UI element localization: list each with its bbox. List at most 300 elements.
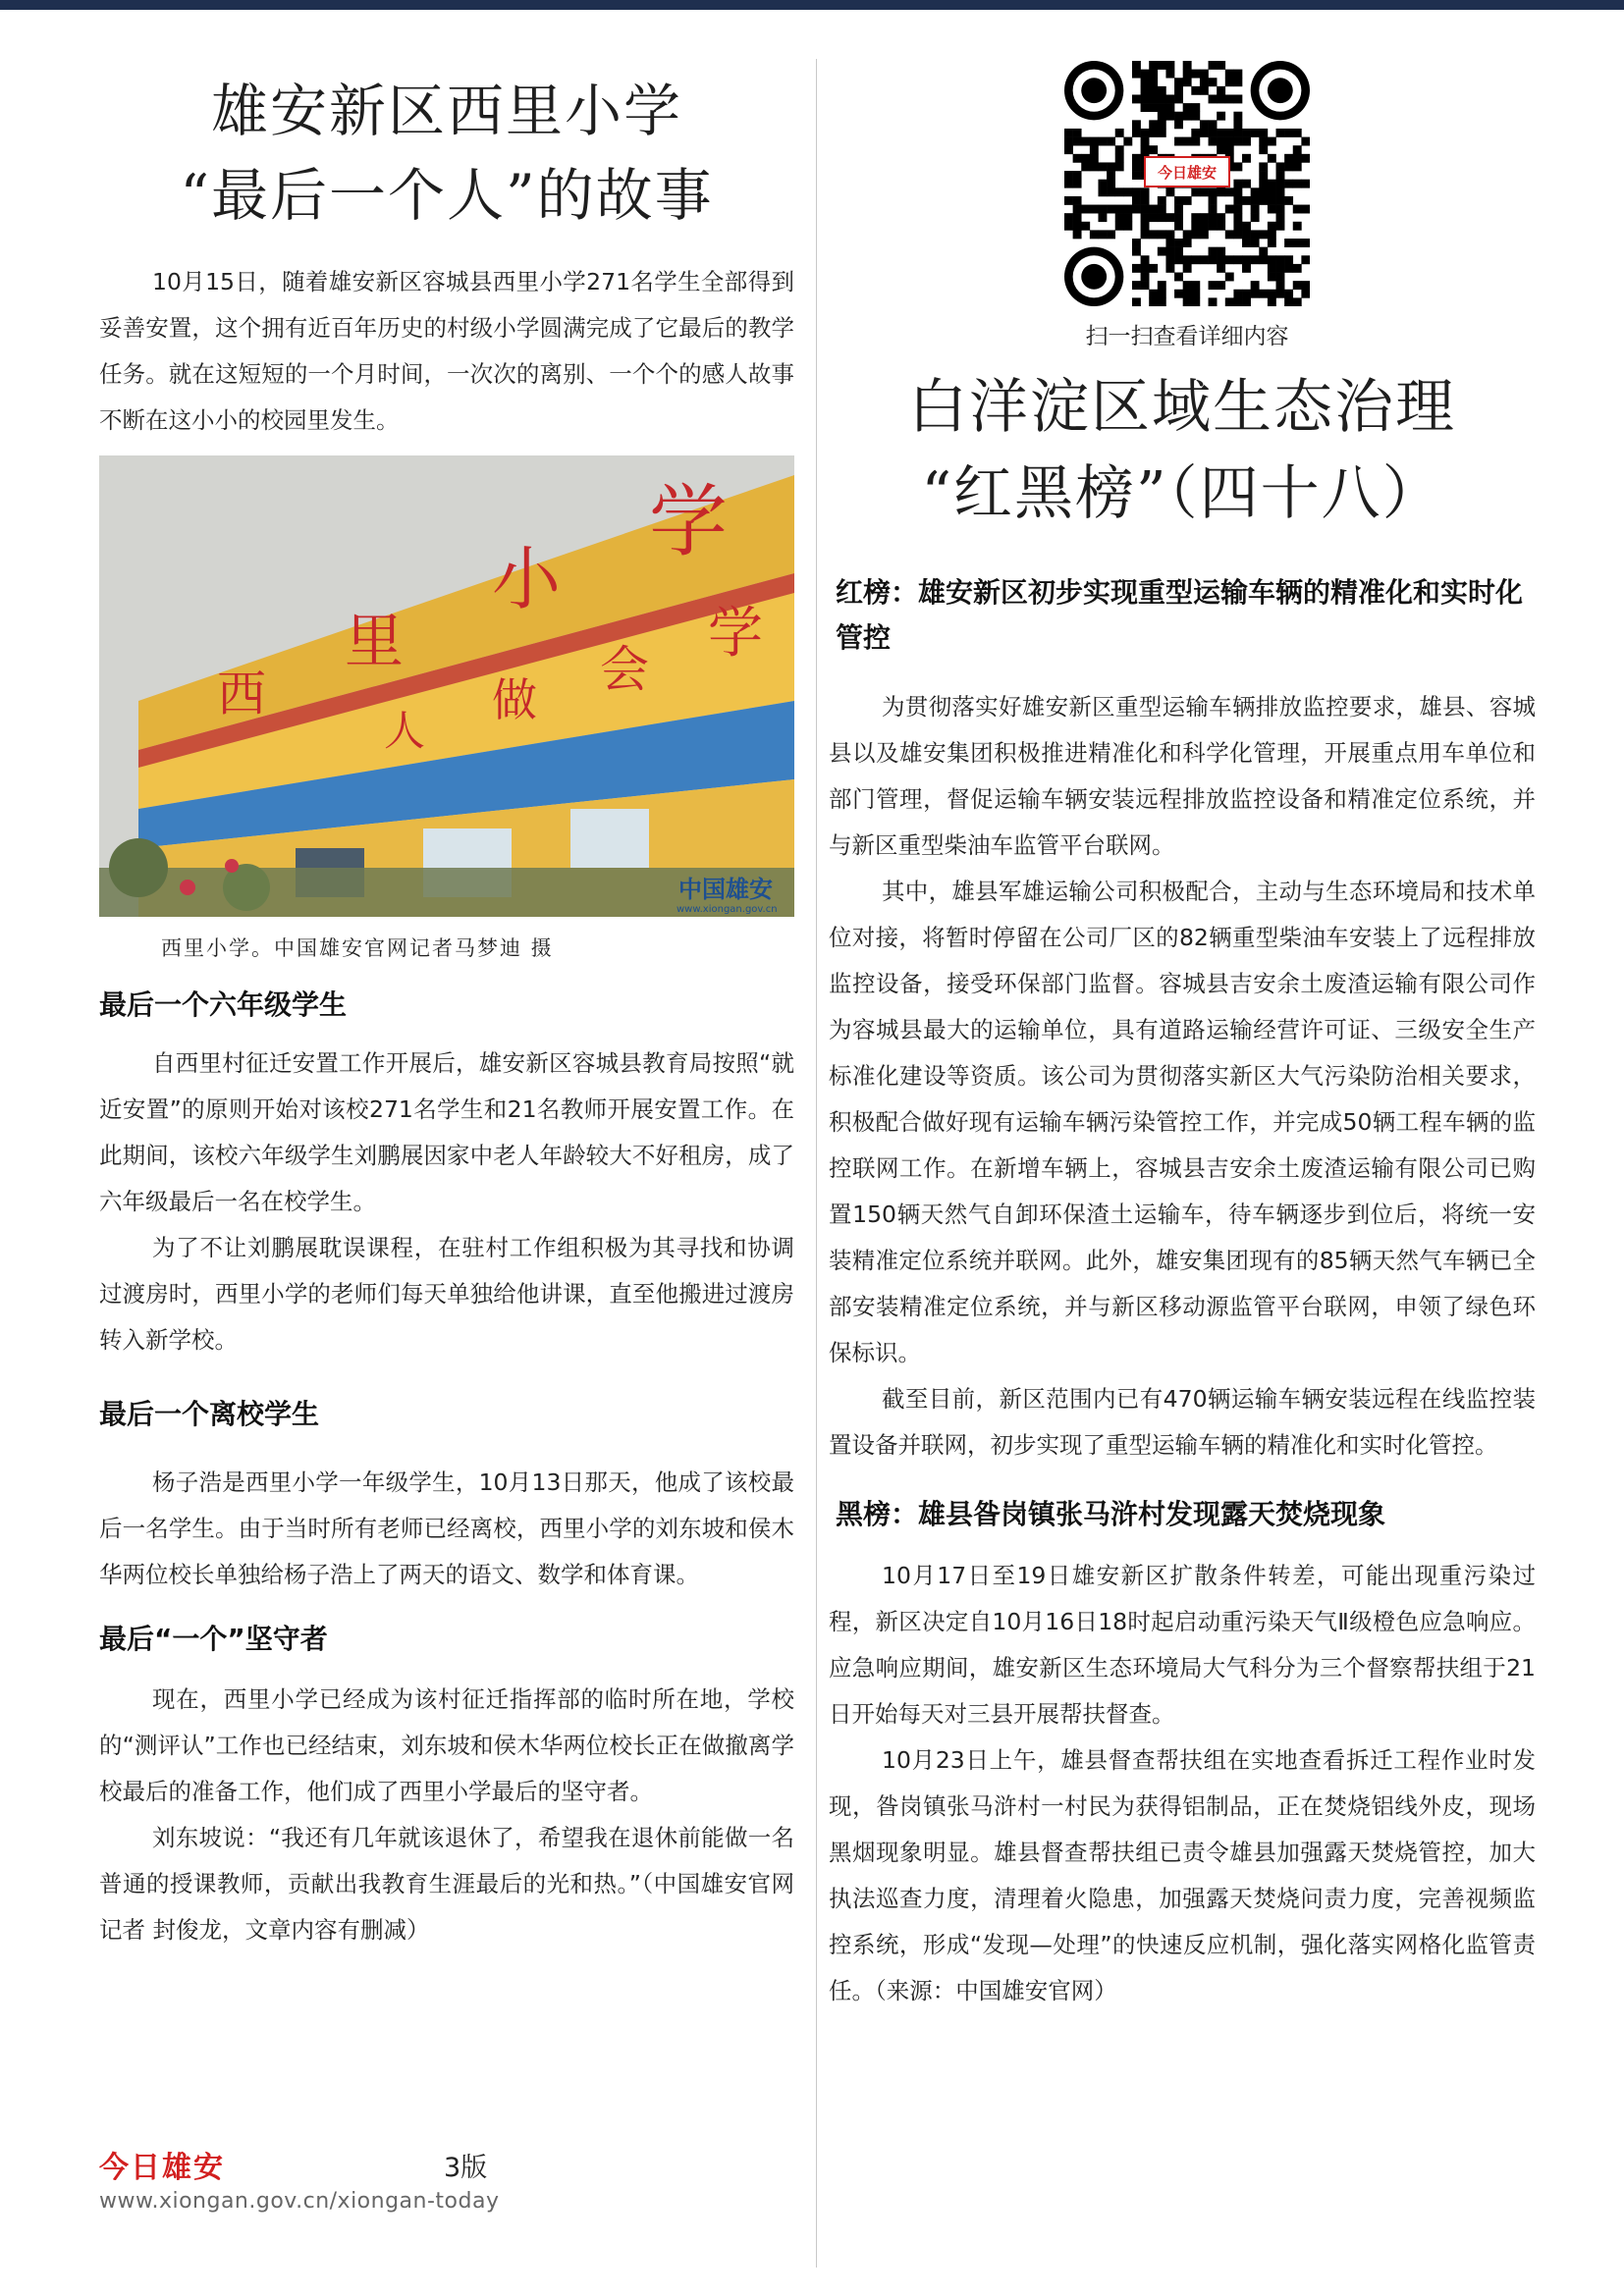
qr-module bbox=[1107, 171, 1115, 180]
qr-module bbox=[1276, 162, 1285, 171]
qr-module bbox=[1225, 255, 1234, 264]
qr-module bbox=[1115, 129, 1124, 137]
qr-module bbox=[1209, 94, 1218, 103]
qr-module bbox=[1183, 70, 1192, 79]
qr-module bbox=[1149, 120, 1158, 129]
qr-module bbox=[1064, 213, 1073, 222]
qr-module bbox=[1191, 222, 1200, 231]
qr-module bbox=[1132, 297, 1141, 306]
qr-module bbox=[1073, 213, 1082, 222]
qr-module bbox=[1107, 137, 1115, 146]
footer-logo: 今日雄安 bbox=[99, 2151, 225, 2185]
qr-module bbox=[1183, 290, 1192, 298]
qr-module bbox=[1165, 187, 1174, 196]
qr-module bbox=[1149, 103, 1158, 112]
photo-watermark: 中国雄安 bbox=[678, 875, 773, 903]
qr-module bbox=[1149, 145, 1158, 154]
left-column bbox=[99, 61, 794, 1953]
qr-module bbox=[1268, 230, 1276, 239]
qr-module bbox=[1141, 86, 1150, 95]
qr-module bbox=[1141, 205, 1150, 214]
qr-module bbox=[1217, 247, 1225, 256]
qr-module bbox=[1284, 290, 1293, 298]
qr-module bbox=[1064, 171, 1073, 180]
qr-module bbox=[1183, 112, 1192, 121]
qr-module bbox=[1149, 264, 1158, 273]
qr-module bbox=[1242, 129, 1251, 137]
qr-module bbox=[1098, 187, 1107, 196]
qr-module bbox=[1233, 205, 1242, 214]
qr-module bbox=[1301, 205, 1310, 214]
qr-module bbox=[1233, 78, 1242, 86]
qr-module bbox=[1251, 205, 1260, 214]
qr-module bbox=[1225, 187, 1234, 196]
qr-module bbox=[1158, 86, 1166, 95]
article-title bbox=[99, 61, 794, 238]
qr-module bbox=[1149, 205, 1158, 214]
qr-module bbox=[1301, 290, 1310, 298]
qr-module bbox=[1141, 255, 1150, 264]
qr-module bbox=[1293, 162, 1302, 171]
qr-module bbox=[1200, 129, 1209, 137]
qr-module bbox=[1141, 145, 1150, 154]
qr-module bbox=[1242, 290, 1251, 298]
qr-module bbox=[1174, 247, 1183, 256]
qr-module bbox=[1183, 103, 1192, 112]
qr-module bbox=[1141, 129, 1150, 137]
black-list-heading: 黑榜：雄县昝岗镇张马浒村发现露天焚烧现象 bbox=[836, 1498, 1386, 1530]
qr-module bbox=[1200, 230, 1209, 239]
qr-module bbox=[1242, 255, 1251, 264]
qr-module bbox=[1132, 196, 1141, 205]
qr-module bbox=[1073, 205, 1082, 214]
slogan-char-2: 会 bbox=[600, 641, 649, 698]
qr-module bbox=[1301, 137, 1310, 146]
qr-module bbox=[1209, 255, 1218, 264]
qr-module bbox=[1233, 213, 1242, 222]
qr-module bbox=[1191, 290, 1200, 298]
qr-module bbox=[1200, 120, 1209, 129]
qr-module bbox=[1276, 281, 1285, 290]
qr-module bbox=[1158, 290, 1166, 298]
qr-module bbox=[1233, 70, 1242, 79]
qr-module bbox=[1098, 230, 1107, 239]
qr-module bbox=[1132, 120, 1141, 129]
qr-module bbox=[1183, 281, 1192, 290]
qr-module bbox=[1284, 297, 1293, 306]
qr-module bbox=[1132, 239, 1141, 247]
qr-module bbox=[1158, 120, 1166, 129]
qr-module bbox=[1064, 137, 1073, 146]
qr-module bbox=[1141, 281, 1150, 290]
qr-module bbox=[1149, 297, 1158, 306]
qr-module bbox=[1183, 264, 1192, 273]
qr-module bbox=[1301, 180, 1310, 188]
slogan-char-4: 人 bbox=[384, 707, 426, 755]
qr-module bbox=[1233, 222, 1242, 231]
qr-module bbox=[1183, 137, 1192, 146]
qr-module bbox=[1242, 196, 1251, 205]
qr-module bbox=[1217, 145, 1225, 154]
qr-module bbox=[1174, 273, 1183, 282]
qr-module bbox=[1081, 205, 1090, 214]
qr-module bbox=[1217, 264, 1225, 273]
qr-module bbox=[1073, 196, 1082, 205]
qr-module bbox=[1242, 230, 1251, 239]
qr-module bbox=[1233, 129, 1242, 137]
qr-module bbox=[1064, 222, 1073, 231]
qr-module bbox=[1284, 264, 1293, 273]
qr-module bbox=[1141, 94, 1150, 103]
qr-module bbox=[1158, 281, 1166, 290]
qr-module bbox=[1090, 137, 1099, 146]
qr-module bbox=[1132, 154, 1141, 163]
qr-module bbox=[1259, 129, 1268, 137]
qr-module bbox=[1268, 222, 1276, 231]
qr-module bbox=[1251, 239, 1260, 247]
qr-module bbox=[1209, 247, 1218, 256]
qr-module bbox=[1284, 180, 1293, 188]
qr-module bbox=[1174, 196, 1183, 205]
qr-module bbox=[1200, 78, 1209, 86]
qr-module bbox=[1073, 230, 1082, 239]
qr-module bbox=[1276, 264, 1285, 273]
qr-module bbox=[1098, 205, 1107, 214]
qr-module bbox=[1107, 187, 1115, 196]
qr-module bbox=[1276, 196, 1285, 205]
qr-module bbox=[1225, 137, 1234, 146]
qr-module bbox=[1123, 187, 1132, 196]
qr-module bbox=[1174, 222, 1183, 231]
qr-code-block bbox=[1064, 61, 1310, 350]
article-title-line1: 雄安新区西里小学 bbox=[210, 78, 682, 144]
qr-module bbox=[1123, 213, 1132, 222]
qr-module bbox=[1183, 61, 1192, 70]
qr-module bbox=[1090, 162, 1099, 171]
qr-module bbox=[1064, 145, 1073, 154]
qr-module bbox=[1268, 180, 1276, 188]
qr-module bbox=[1293, 297, 1302, 306]
qr-module bbox=[1141, 137, 1150, 146]
qr-module bbox=[1165, 247, 1174, 256]
slogan-char-1: 学 bbox=[708, 602, 763, 666]
qr-module bbox=[1183, 239, 1192, 247]
qr-module bbox=[1225, 94, 1234, 103]
qr-module bbox=[1268, 255, 1276, 264]
qr-module bbox=[1233, 162, 1242, 171]
qr-module bbox=[1209, 61, 1218, 70]
qr-module bbox=[1165, 213, 1174, 222]
qr-module bbox=[1209, 120, 1218, 129]
qr-module bbox=[1284, 255, 1293, 264]
article-title-line2: “最后一个人”的故事 bbox=[180, 162, 714, 229]
qr-module bbox=[1149, 129, 1158, 137]
qr-module bbox=[1073, 137, 1082, 146]
qr-module bbox=[1276, 290, 1285, 298]
qr-module bbox=[1209, 222, 1218, 231]
qr-module bbox=[1268, 205, 1276, 214]
qr-module bbox=[1217, 61, 1225, 70]
qr-module bbox=[1191, 213, 1200, 222]
qr-module bbox=[1191, 255, 1200, 264]
qr-module bbox=[1242, 239, 1251, 247]
qr-module bbox=[1200, 213, 1209, 222]
qr-module bbox=[1293, 281, 1302, 290]
qr-module bbox=[1174, 112, 1183, 121]
qr-module bbox=[1183, 255, 1192, 264]
qr-module bbox=[1233, 94, 1242, 103]
qr-module bbox=[1259, 162, 1268, 171]
qr-module bbox=[1174, 137, 1183, 146]
qr-module bbox=[1149, 61, 1158, 70]
qr-code-image[interactable] bbox=[1064, 61, 1310, 306]
qr-module bbox=[1209, 205, 1218, 214]
qr-module bbox=[1158, 247, 1166, 256]
footer-url[interactable]: www.xiongan.gov.cn/xiongan-today bbox=[99, 2189, 500, 2214]
qr-module bbox=[1149, 78, 1158, 86]
column-divider bbox=[816, 59, 817, 2268]
qr-module bbox=[1276, 205, 1285, 214]
qr-module bbox=[1217, 129, 1225, 137]
qr-module bbox=[1268, 187, 1276, 196]
qr-module bbox=[1165, 70, 1174, 79]
qr-finder-pattern bbox=[1081, 264, 1107, 290]
qr-module bbox=[1107, 162, 1115, 171]
qr-module bbox=[1115, 187, 1124, 196]
qr-module bbox=[1268, 239, 1276, 247]
qr-module bbox=[1098, 213, 1107, 222]
qr-module bbox=[1242, 222, 1251, 231]
qr-module bbox=[1123, 205, 1132, 214]
photo-caption: 西里小学。中国雄安官网记者马梦迪 摄 bbox=[161, 936, 554, 960]
qr-module bbox=[1200, 187, 1209, 196]
qr-module bbox=[1251, 290, 1260, 298]
qr-module bbox=[1174, 213, 1183, 222]
qr-module bbox=[1191, 129, 1200, 137]
qr-module bbox=[1132, 61, 1141, 70]
qr-module bbox=[1081, 222, 1090, 231]
qr-module bbox=[1301, 255, 1310, 264]
qr-module bbox=[1293, 264, 1302, 273]
qr-module bbox=[1276, 222, 1285, 231]
qr-module bbox=[1217, 137, 1225, 146]
qr-module bbox=[1268, 297, 1276, 306]
qr-module bbox=[1191, 70, 1200, 79]
section1-heading: 最后一个六年级学生 bbox=[99, 988, 348, 1021]
qr-module bbox=[1301, 154, 1310, 163]
sign-char-3: 里 bbox=[345, 608, 404, 676]
qr-module bbox=[1191, 86, 1200, 95]
qr-module bbox=[1276, 255, 1285, 264]
slogan-char-3: 做 bbox=[492, 673, 537, 726]
qr-module bbox=[1191, 187, 1200, 196]
qr-module bbox=[1191, 137, 1200, 146]
qr-module bbox=[1158, 196, 1166, 205]
qr-module bbox=[1251, 129, 1260, 137]
qr-module bbox=[1115, 145, 1124, 154]
qr-module bbox=[1165, 230, 1174, 239]
qr-module bbox=[1225, 273, 1234, 282]
sign-char-2: 小 bbox=[492, 539, 561, 619]
qr-module bbox=[1132, 205, 1141, 214]
qr-module bbox=[1149, 94, 1158, 103]
qr-module bbox=[1268, 196, 1276, 205]
qr-module bbox=[1293, 154, 1302, 163]
qr-module bbox=[1115, 205, 1124, 214]
qr-module bbox=[1165, 94, 1174, 103]
school-photo bbox=[99, 455, 794, 917]
black-list-paragraph2: 10月23日上午，雄县督查帮扶组在实地查看拆迁工程作业时发现，昝岗镇张马浒村一村民为获得铝制品，正在焚烧铝线外皮，现场黑烟现象明显。雄县督查帮扶组已责令雄县加强露天焚烧管控，加大执法巡查力度，清理着火隐患，加强露天焚烧问责力度，完善视频监控系统，形成“发现—处理”的快速反应机制，强化落实网格化监管责任。（来源：中国雄安官网） bbox=[829, 1746, 1536, 2004]
qr-module bbox=[1132, 70, 1141, 79]
qr-module bbox=[1233, 120, 1242, 129]
qr-module bbox=[1284, 196, 1293, 205]
qr-module bbox=[1158, 213, 1166, 222]
qr-module bbox=[1293, 145, 1302, 154]
qr-module bbox=[1200, 255, 1209, 264]
qr-module bbox=[1209, 129, 1218, 137]
qr-module bbox=[1293, 239, 1302, 247]
qr-module bbox=[1217, 187, 1225, 196]
qr-module bbox=[1141, 213, 1150, 222]
qr-module bbox=[1090, 230, 1099, 239]
qr-module bbox=[1259, 230, 1268, 239]
qr-module bbox=[1251, 187, 1260, 196]
qr-module bbox=[1276, 187, 1285, 196]
qr-module bbox=[1073, 129, 1082, 137]
qr-module bbox=[1141, 78, 1150, 86]
qr-module bbox=[1149, 70, 1158, 79]
qr-module bbox=[1073, 171, 1082, 180]
qr-module bbox=[1301, 281, 1310, 290]
qr-module bbox=[1233, 255, 1242, 264]
qr-module bbox=[1141, 70, 1150, 79]
qr-module bbox=[1217, 94, 1225, 103]
qr-module bbox=[1132, 281, 1141, 290]
report-title-line2: “红黑榜”（四十八） bbox=[921, 459, 1443, 528]
qr-module bbox=[1225, 145, 1234, 154]
qr-module bbox=[1242, 180, 1251, 188]
qr-module bbox=[1301, 239, 1310, 247]
qr-module bbox=[1158, 103, 1166, 112]
qr-module bbox=[1107, 180, 1115, 188]
qr-module bbox=[1233, 196, 1242, 205]
section3-paragraph1: 现在，西里小学已经成为该村征迁指挥部的临时所在地，学校的“测评认”工作也已经结束，刘东坡和侯木华两位校长正在做撤离学校最后的准备工作，他们成了西里小学最后的坚守者。 bbox=[99, 1685, 794, 1805]
qr-module bbox=[1191, 281, 1200, 290]
qr-module bbox=[1073, 222, 1082, 231]
qr-module bbox=[1081, 154, 1090, 163]
qr-module bbox=[1132, 129, 1141, 137]
report-title-line1: 白洋淀区域生态治理 bbox=[908, 373, 1456, 442]
qr-module bbox=[1132, 162, 1141, 171]
qr-module bbox=[1158, 230, 1166, 239]
qr-module bbox=[1268, 264, 1276, 273]
qr-module bbox=[1132, 94, 1141, 103]
qr-module bbox=[1233, 112, 1242, 121]
qr-module bbox=[1132, 171, 1141, 180]
qr-module bbox=[1200, 70, 1209, 79]
qr-module bbox=[1107, 230, 1115, 239]
qr-module bbox=[1209, 213, 1218, 222]
qr-module bbox=[1293, 205, 1302, 214]
qr-module bbox=[1158, 129, 1166, 137]
qr-module bbox=[1233, 137, 1242, 146]
qr-module bbox=[1259, 137, 1268, 146]
section1-paragraph1: 自西里村征迁安置工作开展后，雄安新区容城县教育局按照“就近安置”的原则开始对该校271名学生和21名教师开展安置工作。在此期间，该校六年级学生刘鹏展因家中老人年龄较大不好租房，成了六年级最后一名在校学生。 bbox=[99, 1049, 794, 1215]
qr-module bbox=[1149, 290, 1158, 298]
qr-module bbox=[1284, 162, 1293, 171]
sign-char-4: 西 bbox=[217, 666, 266, 722]
section2-heading: 最后一个离校学生 bbox=[99, 1398, 320, 1430]
sign-char-1: 学 bbox=[649, 476, 728, 567]
qr-module bbox=[1251, 255, 1260, 264]
qr-module bbox=[1242, 297, 1251, 306]
right-column bbox=[829, 61, 1536, 2014]
qr-module bbox=[1217, 86, 1225, 95]
qr-module bbox=[1284, 239, 1293, 247]
qr-module bbox=[1141, 196, 1150, 205]
qr-module bbox=[1123, 137, 1132, 146]
qr-module bbox=[1081, 162, 1090, 171]
qr-module bbox=[1276, 180, 1285, 188]
qr-module bbox=[1132, 187, 1141, 196]
qr-module bbox=[1209, 137, 1218, 146]
qr-module bbox=[1158, 61, 1166, 70]
qr-module bbox=[1259, 180, 1268, 188]
red-list-paragraph2: 其中，雄县军雄运输公司积极配合，主动与生态环境局和技术单位对接，将暂时停留在公司厂区的82辆重型柴油车安装上了远程排放监控设备，接受环保部门监督。容城县吉安余土废渣运输有限公司作为容城县最大的运输单位，具有道路运输经营许可证、三级安全生产标准化建设等资质。该公司为贯彻落实新区大气污染防治相关要求，积极配合做好现有运输车辆污染管控工作，并完成50辆工程车辆的监控联网工作。在新增车辆上，容城县吉安余土废渣运输有限公司已购置150辆天然气自卸环保渣土运输车，待车辆逐步到位后，将统一安装精准定位系统并联网。此外，雄安集团现有的85辆天然气车辆已全部安装精准定位系统，并与新区移动源监管平台联网，申领了绿色环保标识。 bbox=[829, 878, 1536, 1366]
qr-module bbox=[1233, 230, 1242, 239]
qr-module bbox=[1225, 205, 1234, 214]
qr-module bbox=[1209, 187, 1218, 196]
qr-module bbox=[1090, 205, 1099, 214]
qr-module bbox=[1284, 129, 1293, 137]
qr-module bbox=[1115, 222, 1124, 231]
qr-module bbox=[1183, 230, 1192, 239]
qr-module bbox=[1209, 78, 1218, 86]
qr-module bbox=[1174, 120, 1183, 129]
qr-module bbox=[1217, 213, 1225, 222]
photo-watermark-url: www.xiongan.gov.cn bbox=[677, 904, 778, 915]
qr-module bbox=[1165, 264, 1174, 273]
qr-finder-pattern bbox=[1268, 78, 1293, 103]
qr-module bbox=[1191, 103, 1200, 112]
qr-module bbox=[1225, 70, 1234, 79]
qr-module bbox=[1174, 205, 1183, 214]
qr-caption: 扫一扫查看详细内容 bbox=[1085, 324, 1289, 349]
qr-module bbox=[1081, 137, 1090, 146]
qr-module bbox=[1123, 222, 1132, 231]
qr-module bbox=[1115, 213, 1124, 222]
qr-module bbox=[1098, 180, 1107, 188]
qr-module bbox=[1276, 213, 1285, 222]
qr-module bbox=[1141, 273, 1150, 282]
qr-module bbox=[1149, 230, 1158, 239]
qr-module bbox=[1183, 196, 1192, 205]
article-intro: 10月15日，随着雄安新区容城县西里小学271名学生全部得到妥善安置，这个拥有近百年历史的村级小学圆满完成了它最后的教学任务。就在这短短的一个月时间，一次次的离别、一个个的感人故事不断在这小小的校园里发生。 bbox=[99, 268, 794, 434]
qr-module bbox=[1293, 129, 1302, 137]
qr-module bbox=[1276, 129, 1285, 137]
qr-module bbox=[1090, 145, 1099, 154]
qr-module bbox=[1158, 297, 1166, 306]
qr-module bbox=[1259, 187, 1268, 196]
qr-module bbox=[1174, 239, 1183, 247]
qr-module bbox=[1073, 154, 1082, 163]
qr-module bbox=[1174, 78, 1183, 86]
qr-module bbox=[1251, 281, 1260, 290]
qr-module bbox=[1217, 281, 1225, 290]
qr-module bbox=[1268, 154, 1276, 163]
qr-module bbox=[1183, 78, 1192, 86]
qr-module bbox=[1165, 255, 1174, 264]
